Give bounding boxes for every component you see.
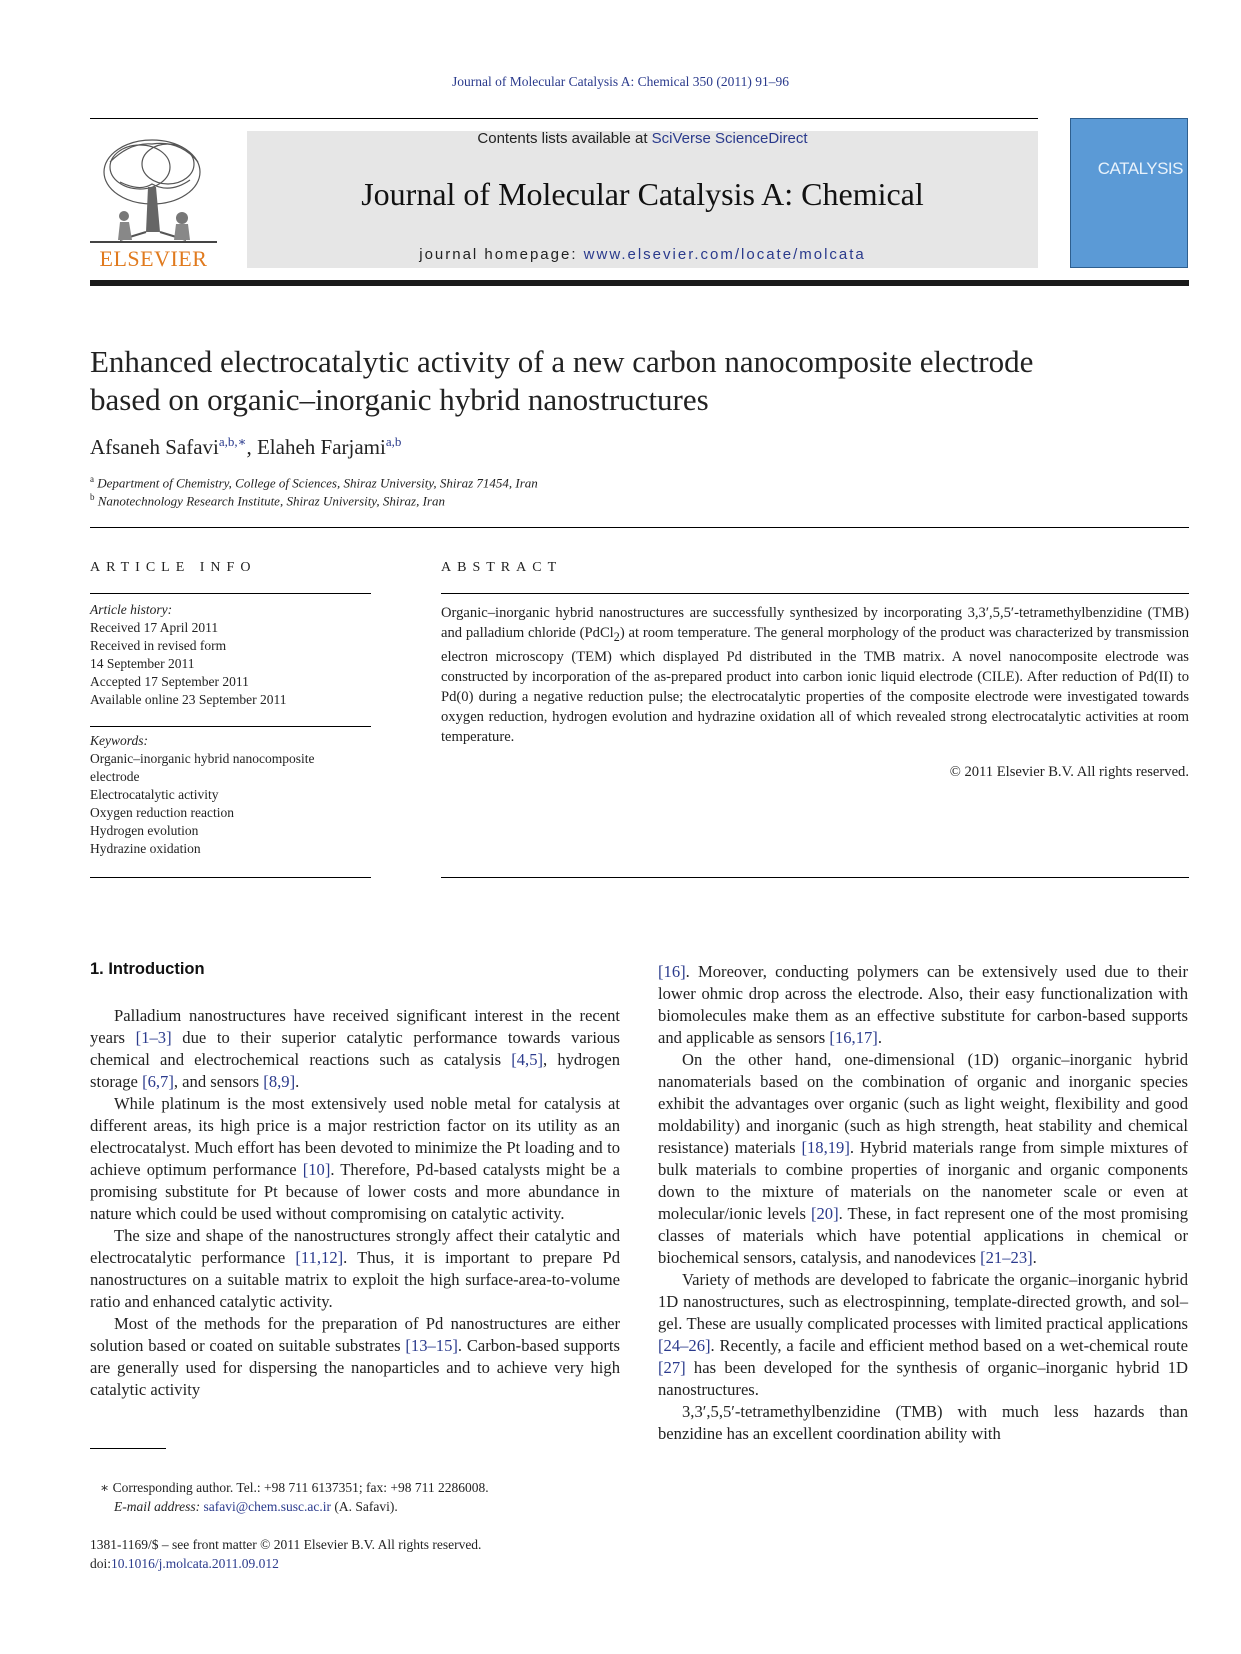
keyword-item: electrode bbox=[90, 769, 140, 784]
footnote-mark: ∗ bbox=[100, 1480, 110, 1495]
citation-link[interactable]: [11,12] bbox=[295, 1248, 344, 1267]
keyword-item: Electrocatalytic activity bbox=[90, 787, 219, 802]
cover-label: CATALYSIS bbox=[1097, 159, 1183, 178]
history-item: Accepted 17 September 2011 bbox=[90, 674, 249, 689]
body-column-right bbox=[658, 961, 1188, 1445]
text: 3,3′,5,5′-tetramethylbenzidine (TMB) with much less hazards than benzidine has an excellent coordination ability with bbox=[658, 1402, 1188, 1443]
journal-cover-thumbnail[interactable] bbox=[1070, 118, 1188, 268]
text: . Therefore, Pd-based catalysts might be a promising substitute for Pt because of lower costs and more abundance in nature which could be used without compromising on catalytic activity. bbox=[90, 1160, 621, 1223]
paragraph bbox=[658, 1049, 1188, 1269]
text: . These, in fact represent one of the most promising classes of materials which have potential applications in chemical or biochemical sensors, catalysis, and nanodevices bbox=[658, 1204, 1188, 1267]
affiliation-b-mark: b bbox=[90, 492, 95, 502]
author-list bbox=[90, 434, 401, 460]
abstract-text bbox=[441, 603, 1189, 747]
text: , hydrogen storage bbox=[90, 1050, 620, 1091]
abstract-part-1: Organic–inorganic hybrid nanostructures are successfully synthesized by incorporating 3,3′,5,5′-tetramethylbenzidine (TMB) and palladium chloride (PdCl bbox=[441, 605, 1189, 641]
abstract-copyright: © 2011 Elsevier B.V. All rights reserved. bbox=[949, 764, 1189, 780]
abstract-subscript: 2 bbox=[613, 629, 620, 644]
paragraph bbox=[90, 1005, 620, 1093]
text: . Thus, it is important to prepare Pd nanostructures on a suitable matrix to exploit the high surface-area-to-volume ratio and enhanced catalytic activity. bbox=[90, 1248, 620, 1311]
text: Palladium nanostructures have received significant interest in the recent years bbox=[90, 1006, 620, 1047]
text: The size and shape of the nanostructures strongly affect their catalytic and electrocatalytic performance bbox=[90, 1226, 620, 1267]
author-separator: , bbox=[246, 435, 257, 459]
paragraph bbox=[90, 1093, 620, 1225]
author-1[interactable]: Afsaneh Safavi bbox=[90, 435, 219, 459]
article-info-rule bbox=[90, 593, 371, 594]
paragraph bbox=[90, 1313, 620, 1401]
article-info-heading: ARTICLE INFO bbox=[90, 560, 257, 575]
affiliation-a bbox=[90, 474, 538, 491]
paragraph bbox=[658, 961, 1188, 1049]
abstract-heading: ABSTRACT bbox=[441, 560, 563, 575]
text: , and sensors bbox=[173, 1072, 264, 1091]
citation-link[interactable]: [10] bbox=[302, 1160, 331, 1179]
keywords-label: Keywords: bbox=[90, 733, 148, 748]
affiliation-a-mark: a bbox=[90, 474, 94, 484]
citation-link[interactable]: [1–3] bbox=[135, 1028, 172, 1047]
citation-link[interactable]: [6,7] bbox=[142, 1072, 174, 1091]
citation-link[interactable]: [16] bbox=[658, 962, 686, 981]
history-item: Received 17 April 2011 bbox=[90, 620, 219, 635]
article-info-bottom-rule bbox=[90, 877, 371, 878]
paragraph bbox=[658, 1269, 1188, 1401]
running-head[interactable]: Journal of Molecular Catalysis A: Chemical 350 (2011) 91–96 bbox=[452, 74, 789, 89]
text: . bbox=[1032, 1248, 1037, 1267]
email-owner: (A. Safavi). bbox=[331, 1499, 398, 1514]
doi-label: doi: bbox=[90, 1556, 112, 1571]
paragraph bbox=[658, 1401, 1188, 1445]
text: . bbox=[295, 1072, 300, 1091]
text: Variety of methods are developed to fabricate the organic–inorganic hybrid 1D nanostructures, such as electrospinning, template-directed growth, and sol–gel. These are usually complicated processes with limited practical applications bbox=[658, 1270, 1188, 1333]
homepage-prefix: journal homepage: bbox=[419, 246, 584, 263]
text: Most of the methods for the preparation of Pd nanostructures are either solution based or coated on suitable substrates bbox=[90, 1314, 620, 1355]
title-line-2: based on organic–inorganic hybrid nanostructures bbox=[90, 382, 709, 417]
issn-line: 1381-1169/$ – see front matter © 2011 Elsevier B.V. All rights reserved. bbox=[90, 1537, 482, 1552]
doi-line bbox=[90, 1554, 481, 1573]
affiliation-rule bbox=[90, 527, 1189, 528]
affiliation-b bbox=[90, 492, 445, 509]
author-2-affil-marks[interactable]: a,b bbox=[385, 434, 402, 449]
history-item: Available online 23 September 2011 bbox=[90, 692, 287, 707]
footnote-corresponding: Corresponding author. Tel.: +98 711 6137351; fax: +98 711 2286008. bbox=[109, 1480, 489, 1495]
keywords-rule bbox=[90, 726, 371, 727]
email-label: E-mail address: bbox=[114, 1499, 204, 1514]
citation-link[interactable]: [13–15] bbox=[405, 1336, 458, 1355]
citation-link[interactable]: [21–23] bbox=[980, 1248, 1033, 1267]
citation-link[interactable]: [16,17] bbox=[829, 1028, 878, 1047]
keyword-item: Hydrogen evolution bbox=[90, 823, 199, 838]
contents-prefix: Contents lists available at bbox=[477, 130, 652, 147]
keywords-block bbox=[90, 732, 380, 858]
footnote-line-1 bbox=[90, 1478, 630, 1497]
front-matter bbox=[90, 1535, 481, 1573]
citation-link[interactable]: [27] bbox=[658, 1358, 686, 1377]
corresponding-author-footnote bbox=[90, 1478, 630, 1516]
citation-link[interactable]: [20] bbox=[810, 1204, 839, 1223]
history-item: Received in revised form bbox=[90, 638, 227, 653]
keyword-item: Hydrazine oxidation bbox=[90, 841, 201, 856]
footnote-line-2 bbox=[90, 1497, 630, 1516]
sciencedirect-link[interactable]: SciVerse ScienceDirect bbox=[651, 130, 808, 147]
homepage-line bbox=[247, 246, 1038, 263]
citation-link[interactable]: [18,19] bbox=[801, 1138, 850, 1157]
abstract-part-2: ) at room temperature. The general morphology of the product was characterized by transmission electron microscopy (TEM) which displayed Pd distributed in the TMB matrix. A novel nanocomposite electrode was constructed by incorporation of the as-prepared product into carbon ionic liquid electrode (CILE). After reduction of Pd(II) to Pd(0) during a negative reduction pulse; the electrocatalytic properties of the composite electrode were investigated towards oxygen reduction, hydrogen evolution and hydrazine oxidation all of which revealed strong electrocatalytic activities at room temperature. bbox=[441, 625, 1189, 745]
abstract-bottom-rule bbox=[441, 877, 1189, 878]
elsevier-wordmark: ELSEVIER bbox=[99, 246, 208, 271]
author-1-affil-marks[interactable]: a,b,∗ bbox=[218, 434, 247, 449]
introduction-heading: 1. Introduction bbox=[90, 960, 205, 978]
contents-line bbox=[247, 130, 1038, 147]
history-label: Article history: bbox=[90, 602, 173, 617]
title-line-1: Enhanced electrocatalytic activity of a new carbon nanocomposite electrode bbox=[90, 344, 1034, 379]
keyword-item: Oxygen reduction reaction bbox=[90, 805, 234, 820]
text: While platinum is the most extensively used noble metal for catalysis at different areas, its high price is a major restriction factor on its utility as an electrocatalyst. Much effort has been devoted to minimize the Pt loading and to achieve optimum performance bbox=[90, 1094, 620, 1179]
text: . Recently, a facile and efficient method based on a wet-chemical route bbox=[710, 1336, 1188, 1355]
affiliation-a-text: Department of Chemistry, College of Sciences, Shiraz University, Shiraz 71454, Iran bbox=[97, 475, 538, 491]
citation-link[interactable]: [24–26] bbox=[658, 1336, 711, 1355]
homepage-link[interactable]: www.elsevier.com/locate/molcata bbox=[583, 246, 866, 263]
text: due to their superior catalytic performance towards various chemical and electrochemical reactions such as catalysis bbox=[90, 1028, 620, 1069]
citation-link[interactable]: [8,9] bbox=[263, 1072, 296, 1091]
header-top-rule bbox=[90, 118, 1038, 119]
text: . bbox=[877, 1028, 882, 1047]
article-history bbox=[90, 601, 380, 709]
text: . Carbon-based supports are generally used for dispersing the nanoparticles and to achieve very high catalytic activity bbox=[90, 1336, 620, 1399]
footnote-rule bbox=[90, 1448, 166, 1449]
history-item: 14 September 2011 bbox=[90, 656, 195, 671]
text: . Hybrid materials range from simple mixtures of bulk materials to combine properties of inorganic and organic components down to the mixture of materials on the nanometer scale or even at molecular/ionic levels bbox=[658, 1138, 1189, 1223]
abstract-rule bbox=[441, 593, 1189, 594]
doi-link[interactable]: 10.1016/j.molcata.2011.09.012 bbox=[111, 1556, 279, 1571]
text: On the other hand, one-dimensional (1D) organic–inorganic hybrid nanomaterials based on the combination of organic and inorganic species exhibit the advantages over organic (such as light weight, flexibility and good moldability) and inorganic (such as high strength, heat stability and chemical resistance) materials bbox=[658, 1050, 1188, 1157]
author-2[interactable]: Elaheh Farjami bbox=[256, 435, 386, 459]
text: has been developed for the synthesis of organic–inorganic hybrid 1D nanostructures. bbox=[658, 1358, 1188, 1399]
keyword-item: Organic–inorganic hybrid nanocomposite bbox=[90, 751, 315, 766]
affiliation-b-text: Nanotechnology Research Institute, Shiraz University, Shiraz, Iran bbox=[97, 493, 445, 509]
body-column-left bbox=[90, 1005, 620, 1401]
paragraph bbox=[90, 1225, 620, 1313]
header-thick-rule bbox=[90, 280, 1189, 286]
article-title bbox=[90, 343, 1189, 419]
citation-link[interactable]: [4,5] bbox=[511, 1050, 544, 1069]
text: . Moreover, conducting polymers can be extensively used due to their lower ohmic drop across the electrode. Also, their easy functionalization with biomolecules make them as an effective substitute for carbon-based supports and applicable as sensors bbox=[658, 962, 1188, 1047]
email-link[interactable]: safavi@chem.susc.ac.ir bbox=[203, 1499, 332, 1514]
journal-name: Journal of Molecular Catalysis A: Chemical bbox=[361, 176, 924, 212]
